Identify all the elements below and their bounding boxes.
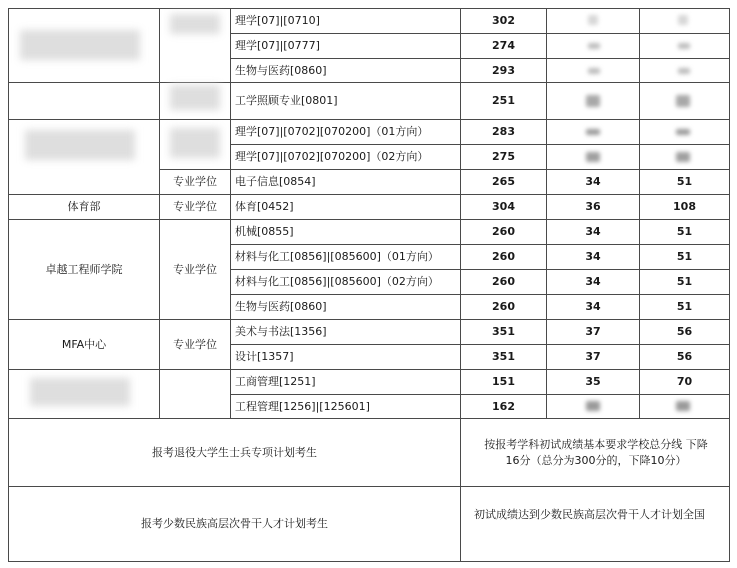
single-subject-over100-cell: 51: [676, 250, 693, 263]
major-cell: 理学[07]|[0702][070200]（02方向）: [235, 150, 429, 163]
single-subject-over100-cell: 51: [676, 300, 693, 313]
redacted-college-3: [30, 378, 130, 406]
degree-type-cell: 专业学位: [173, 262, 217, 276]
major-cell: 材料与化工[0856]|[085600]（01方向）: [235, 250, 439, 263]
major-cell: 工程管理[1256]|[125601]: [235, 399, 370, 413]
single-subject-over100-cell: 108: [673, 200, 696, 213]
note-label: 报考少数民族高层次骨干人才计划考生: [141, 517, 328, 530]
total-score-cell: 260: [492, 275, 515, 288]
redacted-score: [676, 401, 690, 411]
major-cell: 理学[07]|[0777]: [235, 39, 320, 52]
redacted-score: [586, 152, 600, 162]
single-subject-100-cell: 35: [585, 375, 601, 388]
single-subject-100-cell: 34: [585, 175, 601, 188]
degree-type-cell: 专业学位: [173, 337, 217, 351]
degree-type-cell: 专业学位: [173, 175, 217, 188]
total-score-cell: 260: [492, 300, 515, 313]
college-cell: 卓越工程师学院: [45, 262, 123, 276]
total-score-cell: 265: [492, 175, 515, 188]
total-score-cell: 260: [492, 250, 515, 263]
total-score-cell: 151: [492, 375, 515, 388]
single-subject-over100-cell: 56: [676, 325, 693, 338]
major-cell: 生物与医药[0860]: [235, 300, 327, 313]
redacted-type-3: [170, 128, 220, 158]
single-subject-over100-cell: 51: [676, 175, 693, 188]
single-subject-100-cell: 34: [585, 250, 601, 263]
note-text: 按报考学科初试成绩基本要求学校总分线 下降16分（总分为300分的，下降10分）: [484, 438, 708, 467]
single-subject-over100-cell: 70: [676, 375, 693, 388]
redacted-score: [676, 95, 690, 107]
redacted-type-1: [170, 14, 220, 34]
major-cell: 理学[07]|[0710]: [235, 14, 320, 27]
redacted-type-2: [170, 85, 220, 110]
single-subject-100-cell: 34: [585, 300, 601, 313]
major-cell: 机械[0855]: [235, 225, 294, 238]
total-score-cell: 260: [492, 225, 515, 238]
total-score-cell: 293: [492, 63, 515, 77]
major-cell: 生物与医药[0860]: [235, 63, 327, 77]
total-score-cell: 351: [492, 350, 515, 363]
total-score-cell: 251: [492, 94, 515, 107]
redacted-score: [678, 43, 690, 49]
redacted-score: [588, 68, 600, 74]
total-score-cell: 304: [492, 200, 515, 213]
college-cell: MFA中心: [61, 337, 107, 351]
redacted-score: [588, 43, 600, 49]
major-cell: 工商管理[1251]: [235, 375, 316, 388]
note-label: 报考退役大学生士兵专项计划考生: [152, 445, 317, 459]
single-subject-over100-cell: 56: [676, 350, 693, 363]
redacted-college-2: [25, 130, 135, 160]
degree-type-cell: 专业学位: [173, 200, 217, 213]
total-score-cell: 302: [492, 14, 515, 27]
single-subject-100-cell: 34: [585, 225, 601, 238]
redacted-score: [676, 129, 690, 135]
major-cell: 工学照顾专业[0801]: [235, 94, 338, 107]
total-score-cell: 162: [492, 399, 515, 413]
redacted-score: [588, 15, 598, 25]
major-cell: 电子信息[0854]: [235, 175, 316, 188]
note-text: 初试成绩达到少数民族高层次骨干人才计划全国: [474, 508, 705, 521]
single-subject-100-cell: 37: [585, 350, 601, 363]
redacted-college-1: [20, 30, 140, 60]
single-subject-over100-cell: 51: [676, 275, 693, 288]
redacted-score: [586, 95, 600, 107]
major-cell: 材料与化工[0856]|[085600]（02方向）: [235, 275, 439, 288]
redacted-score: [678, 15, 688, 25]
single-subject-100-cell: 37: [585, 325, 601, 338]
college-cell: 体育部: [67, 200, 101, 213]
single-subject-100-cell: 34: [585, 275, 601, 288]
major-cell: 理学[07]|[0702][070200]（01方向）: [235, 125, 429, 138]
total-score-cell: 275: [492, 150, 515, 163]
redacted-score: [586, 401, 600, 411]
redacted-score: [676, 152, 690, 162]
major-cell: 美术与书法[1356]: [235, 325, 327, 338]
total-score-cell: 351: [492, 325, 515, 338]
single-subject-over100-cell: 51: [676, 225, 693, 238]
single-subject-100-cell: 36: [585, 200, 601, 213]
redacted-score: [678, 68, 690, 74]
major-cell: 设计[1357]: [235, 350, 294, 363]
major-cell: 体育[0452]: [235, 200, 294, 213]
total-score-cell: 283: [492, 125, 515, 138]
redacted-score: [586, 129, 600, 135]
total-score-cell: 274: [492, 39, 515, 52]
